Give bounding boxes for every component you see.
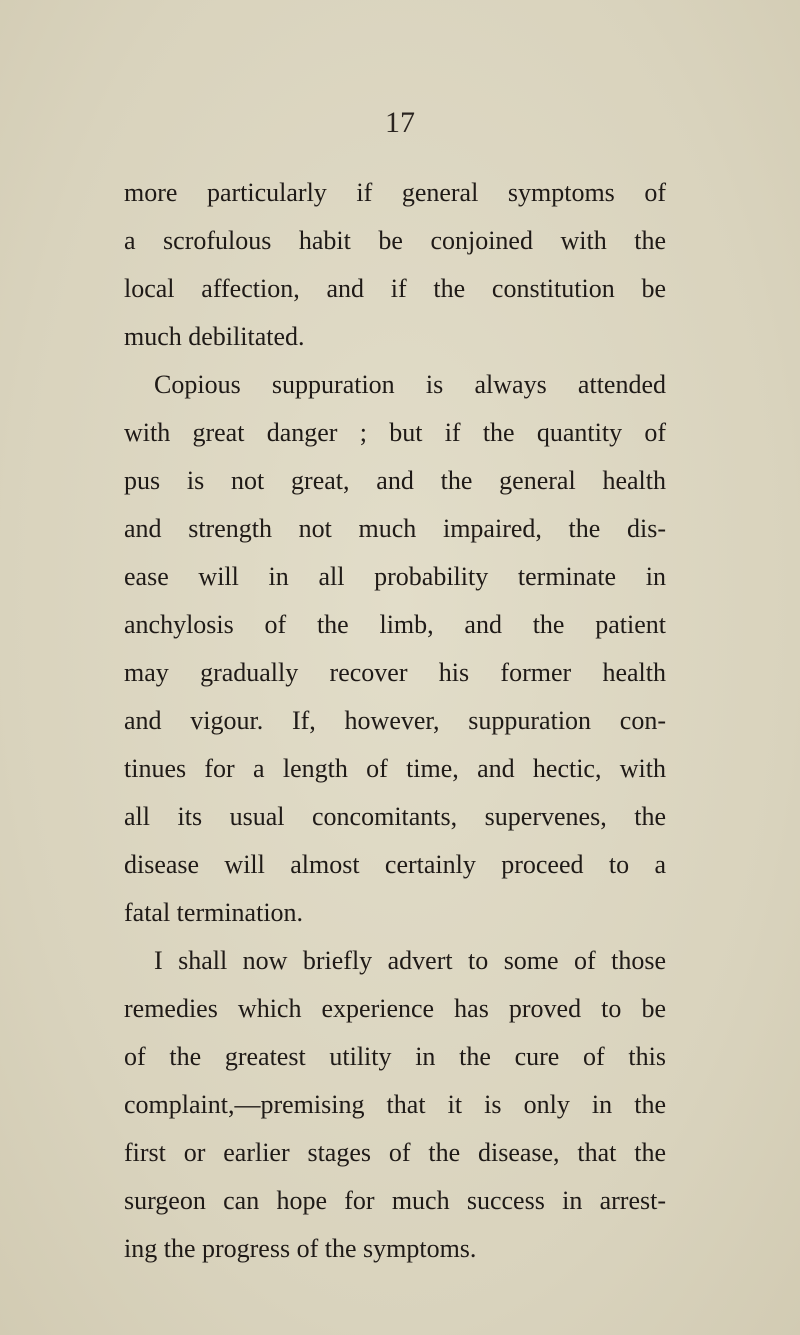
text-line: a scrofulous habit be conjoined with the — [124, 226, 666, 255]
text-line: and strength not much impaired, the dis- — [124, 514, 666, 543]
text-line: anchylosis of the limb, and the patient — [124, 610, 666, 639]
text-line: complaint,—premising that it is only in the — [124, 1090, 666, 1119]
text-line: fatal termination. — [124, 898, 304, 927]
text-line: first or earlier stages of the disease, that the — [124, 1138, 666, 1167]
text-line: pus is not great, and the general health — [124, 466, 666, 495]
text-line: more particularly if general symptoms of — [124, 178, 666, 207]
page-number: 17 — [385, 106, 415, 139]
text-line: disease will almost certainly proceed to a — [124, 850, 666, 879]
text-line: I shall now briefly advert to some of those — [154, 946, 666, 975]
text-line: with great danger ; but if the quantity of — [124, 418, 666, 447]
text-line: much debilitated. — [124, 322, 305, 351]
text-line: ease will in all probability terminate in — [124, 562, 666, 591]
text-line: tinues for a length of time, and hectic, with — [124, 754, 666, 783]
body-text — [124, 169, 666, 1273]
text-line: all its usual concomitants, supervenes, the — [124, 802, 666, 831]
text-line: local affection, and if the constitution be — [124, 274, 666, 303]
text-line: surgeon can hope for much success in arrest- — [124, 1186, 666, 1215]
text-line: may gradually recover his former health — [124, 658, 666, 687]
text-line: Copious suppuration is always attended — [154, 370, 666, 399]
text-line: ing the progress of the symptoms. — [124, 1234, 477, 1263]
text-line: and vigour. If, however, suppuration con- — [124, 706, 666, 735]
text-line: remedies which experience has proved to be — [124, 994, 666, 1023]
text-line: of the greatest utility in the cure of this — [124, 1042, 666, 1071]
